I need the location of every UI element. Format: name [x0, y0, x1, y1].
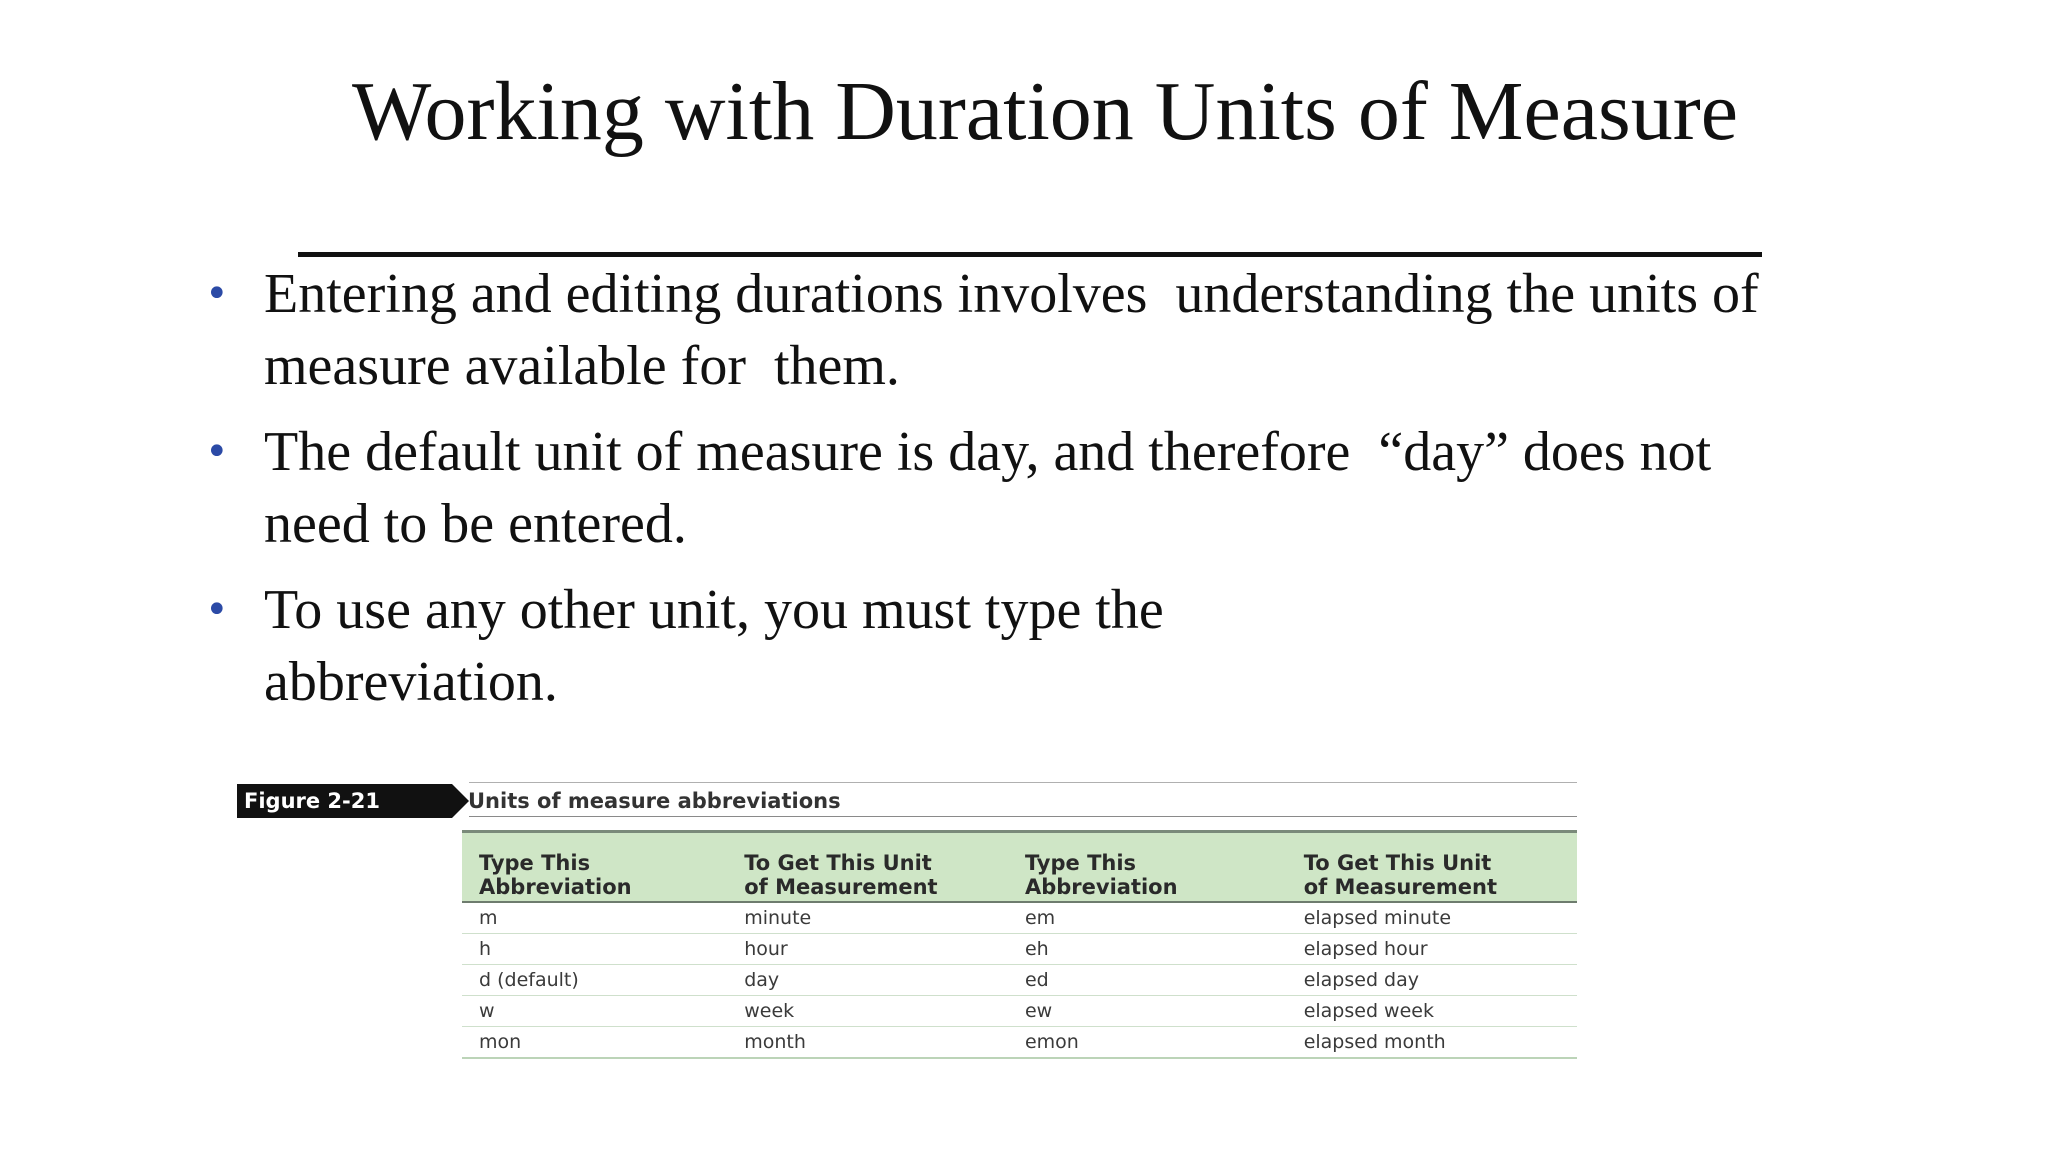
column-header [462, 832, 727, 903]
table-cell: elapsed month [1287, 1027, 1577, 1059]
figure-tag: Figure 2-21 [237, 784, 452, 818]
table-cell: elapsed week [1287, 996, 1577, 1027]
header-line: To Get This Unit [1303, 851, 1492, 875]
header-line: Type This [1024, 851, 1137, 875]
header-line: Abbreviation [479, 875, 632, 899]
units-table [462, 830, 1577, 1059]
column-header [727, 832, 1008, 903]
table-cell: h [462, 934, 727, 965]
table-cell: elapsed hour [1287, 934, 1577, 965]
table-row [462, 934, 1577, 965]
bullet-dot-icon: • [205, 271, 229, 317]
table-cell: week [727, 996, 1008, 1027]
header-line: of Measurement [744, 875, 938, 899]
bullet-text: To use any other unit, you must type the abbreviation. [264, 579, 1178, 713]
table-cell: ew [1008, 996, 1287, 1027]
table-cell: emon [1008, 1027, 1287, 1059]
title-underline [298, 252, 1762, 257]
bullet-item [205, 574, 1765, 718]
figure-units-table [237, 784, 1577, 1084]
header-line: Type This [479, 851, 591, 875]
table-cell: eh [1008, 934, 1287, 965]
table-cell: mon [462, 1027, 727, 1059]
table-row [462, 902, 1577, 934]
column-header [1008, 832, 1287, 903]
header-line: To Get This Unit [744, 851, 932, 875]
header-line: of Measurement [1303, 875, 1498, 899]
table-cell: ed [1008, 965, 1287, 996]
bullet-item [205, 258, 1773, 402]
table-cell: day [727, 965, 1008, 996]
bullet-dot-icon: • [205, 429, 229, 475]
table-cell: elapsed minute [1287, 902, 1577, 934]
figure-caption: Units of measure abbreviations [468, 789, 841, 813]
table-cell: m [462, 902, 727, 934]
bullet-text: Entering and editing durations involves understanding the units of measure available for them. [264, 263, 1773, 397]
bullet-text: The default unit of measure is day, and therefore “day” does not need to be entered. [264, 421, 1726, 555]
table-cell: month [727, 1027, 1008, 1059]
figure-caption-rule [469, 816, 1577, 817]
slide-title: Working with Duration Units of Measure [352, 65, 1738, 158]
column-header [1287, 832, 1577, 903]
table-cell: w [462, 996, 727, 1027]
bullet-item [205, 416, 1765, 560]
table-cell: hour [727, 934, 1008, 965]
table-cell: minute [727, 902, 1008, 934]
table-header-row [462, 832, 1577, 903]
table-row [462, 1027, 1577, 1059]
table-cell: em [1008, 902, 1287, 934]
figure-caption-top-rule [469, 782, 1577, 783]
table-cell: d (default) [462, 965, 727, 996]
bullet-list [205, 258, 1773, 732]
table-row [462, 965, 1577, 996]
header-line: Abbreviation [1024, 875, 1178, 899]
bullet-dot-icon: • [205, 587, 229, 633]
table-cell: elapsed day [1287, 965, 1577, 996]
table-row [462, 996, 1577, 1027]
